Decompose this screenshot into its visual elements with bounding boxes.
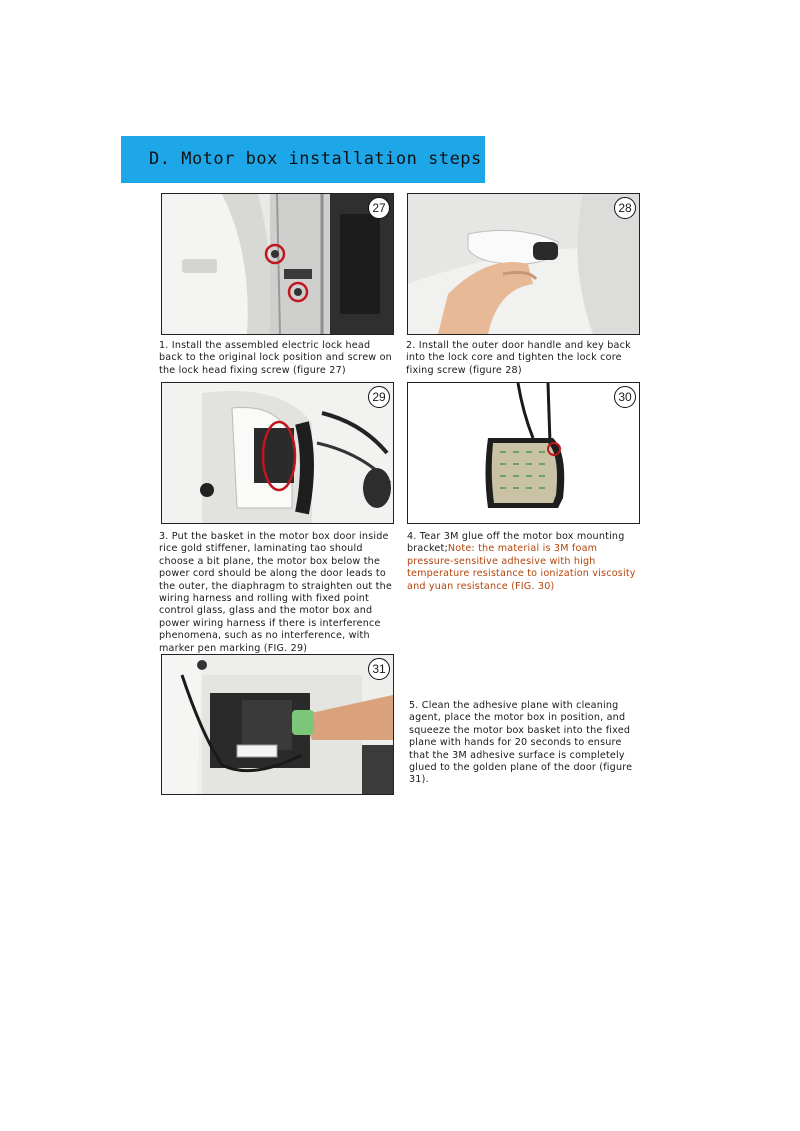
step-4-note: Note: the material is 3M foam pressure-sensitive adhesive with high temperature resistance to ionization viscosity and yuan resistance (FIG. 30)	[407, 543, 636, 592]
step-3-text: 3. Put the basket in the motor box door inside rice gold stiffener, laminating tao should choose a bit plane, the motor box below the power cord should be along the door leads to the outer, the diaphragm to straighten out the wiring harness and rolling with fixed point control glass, glass and the motor box and power wiring harness if there is interference phenomena, such as no interference, with marker pen marking (FIG. 29)	[159, 531, 392, 654]
figure-number-30: 30	[614, 386, 636, 408]
section-header	[121, 136, 485, 183]
step-2-text: 2. Install the outer door handle and key back into the lock core and tighten the lock core fixing screw (figure 28)	[406, 340, 631, 376]
figure-28-photo	[407, 193, 640, 335]
figure-27-photo	[161, 193, 394, 335]
figure-31-photo	[161, 654, 394, 795]
figure-29-photo	[161, 382, 394, 524]
figure-number-29: 29	[368, 386, 390, 408]
figure-number-31: 31	[368, 658, 390, 680]
step-4-main: 4. Tear 3M glue off the motor box mounting bracket;	[407, 531, 625, 555]
figure-number-27: 27	[368, 197, 390, 219]
step-1-text: 1. Install the assembled electric lock head back to the original lock position and screw on the lock head fixing screw (figure 27)	[159, 340, 392, 376]
step-4-text	[407, 531, 639, 593]
page-title: D. Motor box installation steps	[149, 149, 482, 169]
figure-30-photo	[407, 382, 640, 524]
step-5-text: 5. Clean the adhesive plane with cleaning agent, place the motor box in position, and squeeze the motor box basket into the fixed plane with hands for 20 seconds to ensure that the 3M adhesive surface is completely glued to the golden plane of the door (figure 31).	[409, 700, 633, 786]
figure-number-28: 28	[614, 197, 636, 219]
